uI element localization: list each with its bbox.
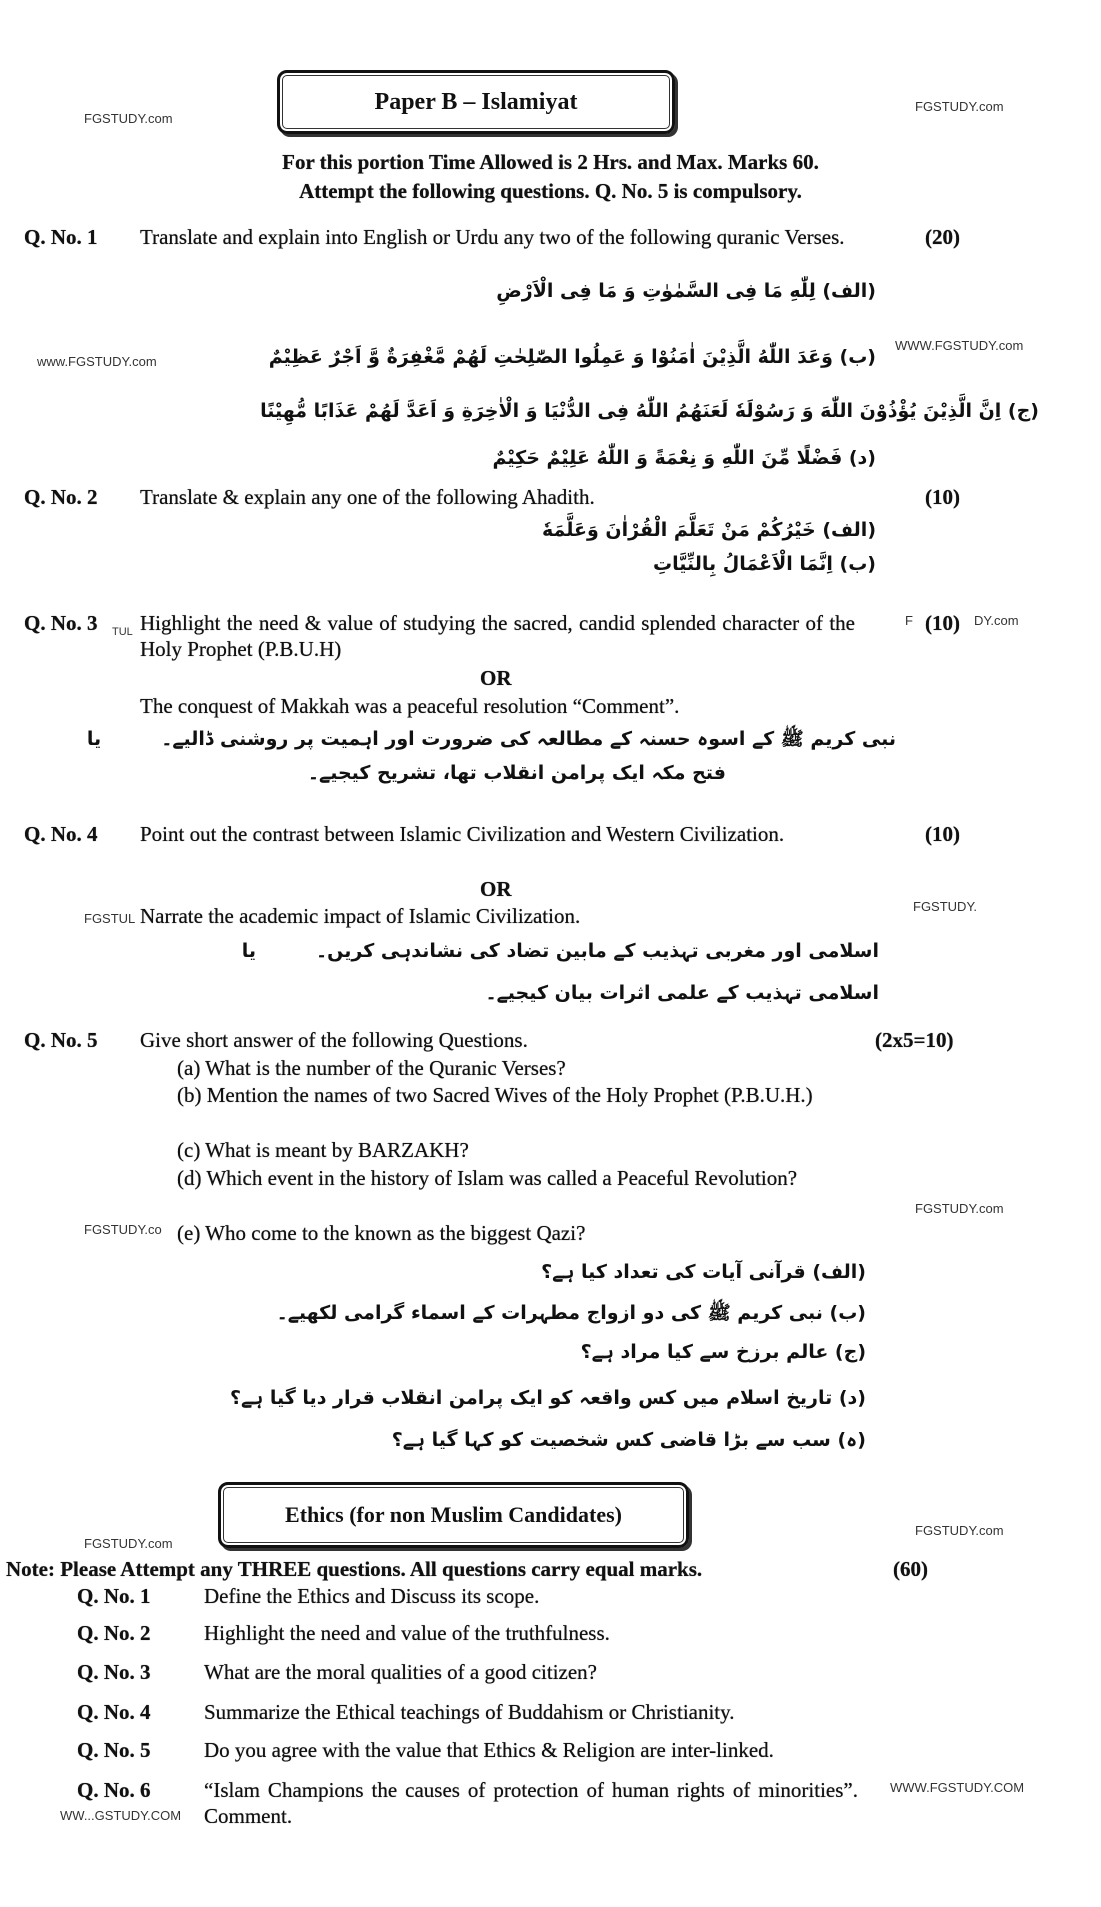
question-label: Q. No. 5 [77,1738,151,1762]
or-label: OR [480,877,512,901]
question-marks: (2x5=10) [875,1028,954,1052]
urdu-sub-question: (ج) عالم برزخ سے کیا مراد ہے؟ [580,1341,866,1363]
question-label: Q. No. 5 [24,1028,98,1052]
question-text-alt: The conquest of Makkah was a peaceful resolution “Comment”. [140,694,680,718]
question-text: What are the moral qualities of a good citizen? [204,1660,598,1684]
question-label: Q. No. 4 [24,822,98,846]
urdu-question: فتح مکہ ایک پرامن انقلاب تھا، تشریح کیجیے۔ [307,762,726,784]
question-text: Give short answer of the following Questions. [140,1028,528,1052]
question-text: Highlight the need and value of the truthfulness. [204,1621,610,1645]
watermark: FGSTUDY.com [915,1201,1004,1216]
sub-question: (b) Mention the names of two Sacred Wives of the Holy Prophet (P.B.U.H.) [177,1083,813,1107]
urdu-hadith: (الف) خَیْرُکُمْ مَنْ تَعَلَّمَ الْقُرْاٰنَ وَعَلَّمَهٗ [542,519,876,541]
ethics-title-box [218,1482,689,1548]
sub-question: (c) What is meant by BARZAKH? [177,1138,469,1162]
sub-question: (a) What is the number of the Quranic Verses? [177,1056,566,1080]
ethics-title: Ethics (for non Muslim Candidates) [285,1502,622,1527]
question-label: Q. No. 2 [24,485,98,509]
sub-question: (d) Which event in the history of Islam was called a Peaceful Revolution? [177,1166,798,1190]
instructions-line-2: Attempt the following questions. Q. No. 5 is compulsory. [299,179,802,203]
question-text: Translate and explain into English or Urdu any two of the following quranic Verses. [140,225,845,249]
watermark: DY.com [974,613,1019,628]
watermark: FGSTUDY. [913,899,978,914]
ethics-note: Note: Please Attempt any THREE questions. All questions carry equal marks. [6,1557,703,1581]
watermark: www.FGSTUDY.com [37,354,157,369]
urdu-sub-question: (الف) قرآنی آیات کی تعداد کیا ہے؟ [541,1261,866,1283]
question-text: Highlight the need & value of studying the sacred, candid splended character of the Holy Prophet (P.B.U.H) [140,611,855,661]
watermark: WWW.FGSTUDY.com [895,338,1024,353]
watermark: FGSTUDY.com [915,99,1004,114]
question-label: Q. No. 1 [24,225,98,249]
watermark: WWW.FGSTUDY.COM [890,1780,1025,1795]
urdu-verse: (ج) اِنَّ الَّذِیْنَ یُؤْذُوْنَ اللّٰهَ وَ رَسُوْلَهٗ لَعَنَهُمُ اللّٰهُ فِی الدُّنْیَا وَ الْاٰخِرَةِ وَ اَعَدَّ لَهُمْ عَذَابًا مُّهِیْنًا [260,400,1039,422]
question-text: Define the Ethics and Discuss its scope. [204,1584,540,1608]
question-label: Q. No. 2 [77,1621,151,1645]
watermark: F [905,613,913,628]
question-marks: (10) [925,822,960,846]
question-text: Do you agree with the value that Ethics & Religion are inter-linked. [204,1738,774,1762]
paper-title: Paper B – Islamiyat [374,88,578,115]
watermark: FGSTUDY.com [84,111,173,126]
urdu-sub-question: (ب) نبی کریم ﷺ کی دو ازواج مطہرات کے اسماء گرامی لکھیے۔ [276,1302,866,1324]
watermark: FGSTUDY.co [84,1222,162,1237]
question-label: Q. No. 3 [77,1660,151,1684]
watermark: FGSTUDY.com [84,1536,173,1551]
watermark: FGSTUL [84,911,136,926]
urdu-question: اسلامی تہذیب کے علمی اثرات بیان کیجیے۔ [485,982,879,1004]
urdu-or: یا [241,940,257,962]
question-text: Point out the contrast between Islamic Civilization and Western Civilization. [140,822,785,846]
question-label: Q. No. 4 [77,1700,151,1724]
urdu-sub-question: (د) تاریخ اسلام میں کس واقعہ کو ایک پرامن انقلاب قرار دیا گیا ہے؟ [229,1387,866,1409]
question-text: Summarize the Ethical teachings of Buddahism or Christianity. [204,1700,735,1724]
question-label: Q. No. 1 [77,1584,151,1608]
urdu-question-row [87,727,896,755]
question-marks: (20) [925,225,960,249]
urdu-verse: (د) فَضْلًا مِّنَ اللّٰهِ وَ نِعْمَةً وَ اللّٰهُ عَلِیْمٌ حَکِیْمٌ [492,447,876,469]
question-label: Q. No. 3 [24,611,98,635]
urdu-question-row [242,940,879,962]
instructions-line-1: For this portion Time Allowed is 2 Hrs. and Max. Marks 60. [282,150,819,174]
question-text: “Islam Champions the causes of protection of human rights of minorities”. Comment. [204,1778,858,1828]
question-text-alt: Narrate the academic impact of Islamic Civilization. [140,904,581,928]
or-label: OR [480,666,512,690]
urdu-question: نبی کریم ﷺ کے اسوہ حسنہ کے مطالعہ کی ضرورت اور اہمیت پر روشنی ڈالیے۔ [161,728,896,750]
urdu-verse: (ب) وَعَدَ اللّٰهُ الَّذِیْنَ اٰمَنُوْا وَ عَمِلُوا الصّٰلِحٰتِ لَهُمْ مَّغْفِرَةٌ وَّ اَجْرٌ عَظِیْمٌ [268,346,876,368]
ethics-marks: (60) [893,1557,928,1581]
question-marks: (10) [925,611,960,635]
watermark: TUL [112,626,133,638]
watermark: WW...GSTUDY.COM [60,1808,182,1823]
question-text: Translate & explain any one of the following Ahadith. [140,485,595,509]
urdu-hadith: (ب) اِنَّمَا الْاَعْمَالُ بِالنِّیَّاتِ [653,553,876,575]
paper-title-box [277,70,675,134]
question-label: Q. No. 6 [77,1778,151,1802]
urdu-or: یا [86,728,102,750]
question-marks: (10) [925,485,960,509]
urdu-verse: (الف) لِلّٰهِ مَا فِی السَّمٰوٰتِ وَ مَا فِی الْاَرْضِ [496,280,876,302]
sub-question: (e) Who come to the known as the biggest Qazi? [177,1221,586,1245]
urdu-sub-question: (ہ) سب سے بڑا قاضی کس شخصیت کو کہا گیا ہے؟ [391,1429,866,1451]
watermark: FGSTUDY.com [915,1523,1004,1538]
urdu-question: اسلامی اور مغربی تہذیب کے مابین تضاد کی نشاندہی کریں۔ [316,940,879,962]
